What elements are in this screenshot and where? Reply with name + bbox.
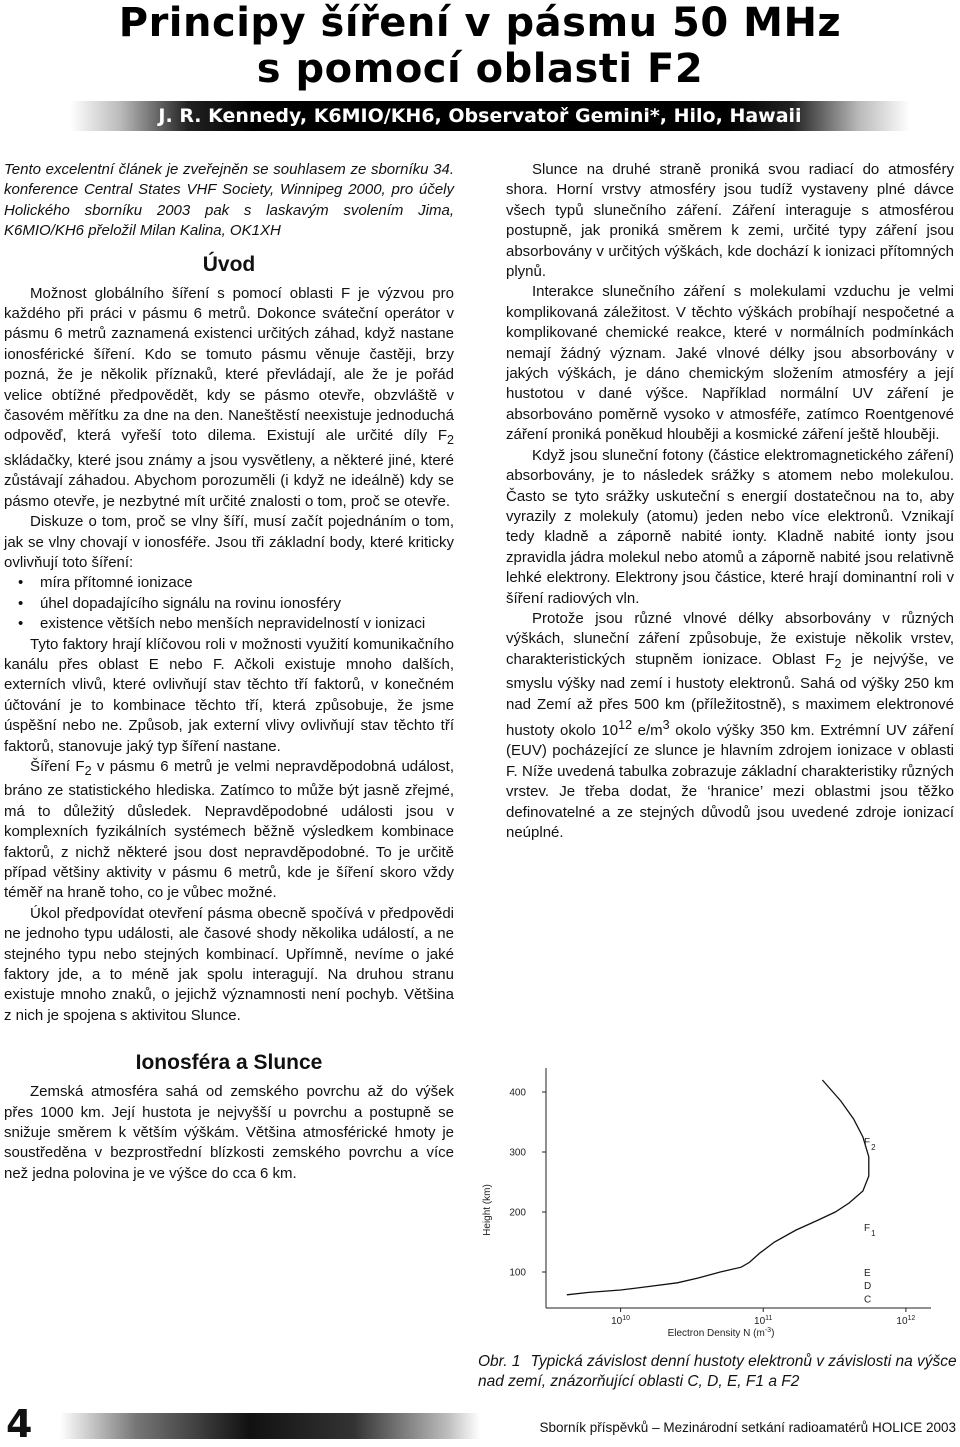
paragraph: Interakce slunečního záření s molekulami vzduchu je velmi komplikovaná záležitost. V těchto výškách probíhají nespočetné a komplikované chemické reakce, které v normálních podmínkách nemají žádný význam. Jaké vlnové délky jsou absorbovány v jakých výškách, je dáno chemickým složením atmosféry a její hustotou v dané výšce. Například normální UV záření je absorbováno poměrně vysoko v atmosféře, zatímco Roentgenové záření proniká poněkud hlouběji a kosmické záření ještě hlouběji. bbox=[506, 283, 954, 444]
x-tick-label: $10^{12}$ bbox=[896, 1315, 916, 1327]
y-tick-label: 400 bbox=[509, 1087, 526, 1099]
paragraph: Možnost globálního šíření s pomocí oblasti F je výzvou pro každého při práci v pásmu 6 metrů. Dokonce sváteční operátor v pásmu 6 metrů zaznamená existenci určitých záhad, když nastane ionosférické šíření. Kdo se tomuto pásmu věnuje častěji, brzy pozná, že je několik příznaků, které převládají, ale že je pořád velice obtížné předpovědět, kdy se pásmo otevře, obzvláště v časovém měřítku za dne na den. Naneštěstí neexistuje jednoduchá odpověď, která vyřeší toto dilema. Existují ale určité díly $F_2$ skládačky, které jsou známy a jsou vysvětleny, a některé jiné, které zůstávají záhadou. Abychom porozuměli (i když ne ideálně) kdy se pásmo otevře, je nezbytné mít určité znalosti o tom, proč se otevře. bbox=[4, 284, 454, 510]
author-line: J. R. Kennedy, K6MIO/KH6, Observatoř Gemini*, Hilo, Hawaii bbox=[158, 105, 802, 127]
left-column bbox=[4, 160, 454, 1184]
y-tick-label: 200 bbox=[509, 1207, 526, 1219]
chart-region-labels bbox=[864, 1137, 876, 1305]
region-label: $F_1$ bbox=[864, 1223, 876, 1238]
y-axis-label: Height (km) bbox=[482, 1184, 493, 1236]
paragraph: Slunce na druhé straně proniká svou radiací do atmosféry shora. Horní vrstvy atmosféry jsou tudíž vystaveny plné dávce všech typů slunečního záření. Záření interaguje s atmosférou postupně, jak proniká směrem k zemi, určité typy záření jsou absorbovány v určitých výškách, kde dochází k ionizaci přítomných plynů. bbox=[506, 161, 954, 281]
y-tick-label: 100 bbox=[509, 1267, 526, 1279]
footer-banner bbox=[60, 1413, 480, 1439]
heading-ionosfera: Ionosféra a Slunce bbox=[135, 1051, 323, 1075]
list-item: • existence větších nebo menších nepravidelností v ionizaci bbox=[40, 614, 454, 634]
region-label: D bbox=[864, 1281, 872, 1293]
right-column bbox=[506, 160, 954, 843]
list-item: • úhel dopadajícího signálu na rovinu ionosféry bbox=[40, 594, 454, 614]
paragraph: Tyto faktory hrají klíčovou roli v možnosti využití komunikačního kanálu přes oblast E nebo F. Ačkoli existuje mnoho dalších, externích vlivů, které ovlivňují stav těchto tří faktorů, v konečném účtování je to kombinace těchto tří, která způsobuje, že jsme úspěšní nebo ne. Způsob, jak externí vlivy ovlivňují stav těchto tří faktorů, stanovuje jaký typ šíření nastane. bbox=[4, 635, 454, 755]
figure-caption bbox=[478, 1352, 958, 1392]
heading-uvod: Úvod bbox=[202, 252, 256, 276]
figure-caption-text: Typická závislost denní hustoty elektronů v závislosti na výšce nad zemí, znázorňující oblasti C, D, E, F1 a F2 bbox=[478, 1353, 957, 1390]
region-label: $F_2$ bbox=[864, 1137, 876, 1153]
paragraph: Protože jsou různé vlnové délky absorbovány v různých výškách, sluneční záření způsobuje, že existuje několik vrstev, charakteristických stupněm ionizace. Oblast $F_2$ je nejvýše, ve smyslu výšky nad zemí i hustoty elektronů. Sahá od výšky 250 km nad Zemí až přes 500 km (příležitostně), s maximem elektronové hustoty okolo $10^{12}$ $e/m^3$ okolo výšky 350 km. Extrémní UV záření (EUV) pocházející ze slunce je hlavním zdrojem ionizace v oblasti F. Níže uvedená tabulka zobrazuje základní charakteristiky různých vrstev. Je třeba dodat, že ‘hranice’ mezi oblastmi jsou těžko definovatelné a ze stejných důvodů jsou uvedené zdroje ionizací neúplné. bbox=[506, 609, 955, 841]
page-number: 4 bbox=[6, 1402, 33, 1446]
x-tick-label: $10^{11}$ bbox=[754, 1315, 773, 1327]
article-title-line2: s pomocí oblasti F2 bbox=[256, 46, 704, 92]
chart-ticks bbox=[509, 1088, 915, 1328]
paragraph: Úkol předpovídat otevření pásma obecně spočívá v předpovědi ne jednoho typu události, ale časové shody několika událostí, a ne stejného typu nebo stejných kombinací. Upřímně, nevíme o jaké faktory jde, a to méně jak spolu interagují. Na druhou stranu existuje mnoho znaků, o jejichž významnosti není pochyb. Většina z nich je spojena s aktivitou Slunce. bbox=[4, 904, 454, 1024]
paragraph: Zemská atmosféra sahá od zemského povrchu až do výšek přes 1000 km. Její hustota je nejvyšší u povrchu a postupně se snižuje směrem k větším výškám. Většina atmosférické hmoty je soustředěna v bezprostřední blízkosti zemského povrchu a více než jedna polovina je ve výšce do cca 6 km. bbox=[4, 1083, 454, 1182]
electron-density-chart bbox=[476, 1060, 946, 1360]
paragraph: Šíření $F_2$ v pásmu 6 metrů je velmi nepravděpodobná událost, bráno ze statistického hlediska. Zatímco to může být jasně zřejmé, má to důležitý důsledek. Nepravděpodobné události jsou v komplexních fyzikálních systémech běžně výsledkem kombinace faktorů, z nichž některé jsou dost nepravděpodobné. To je určitě případ většiny aktivity v pásmu 6 metrů, kde je šíření skoro vždy téměř na hraně toho, co je vůbec možné. bbox=[4, 757, 454, 902]
region-label: E bbox=[864, 1268, 871, 1279]
intro-note: Tento excelentní článek je zveřejněn se souhlasem ze sborníku 34. konference Central States VHF Society, Winnipeg 2000, pro účely Holického sborníku 2003 pak s laskavým svolením Jima, K6MIO/KH6 přeložil Milan Kalina, OK1XH bbox=[4, 161, 454, 240]
paragraph: Diskuze o tom, proč se vlny šíří, musí začít pojednáním o tom, jak se vlny chovají v ionosféře. Jsou tři základní body, které kriticky ovlivňují toto šíření: bbox=[4, 513, 454, 571]
list-item: • míra přítomné ionizace bbox=[40, 573, 454, 593]
footer-text: Sborník příspěvků – Mezinárodní setkání radioamatérů HOLICE 2003 bbox=[539, 1420, 956, 1435]
chart-axes bbox=[546, 1068, 931, 1308]
x-tick-label: $10^{10}$ bbox=[611, 1315, 631, 1327]
y-tick-label: 300 bbox=[509, 1147, 526, 1159]
paragraph: Když jsou sluneční fotony (částice elektromagnetického záření) absorbovány, je to následek srážky s atomem nebo molekulou. Často se tyto srážky uskuteční s energií dostatečnou na to, aby vyrazily z molekuly (atomu) jeden nebo více elektronů. Vznikají tedy kladně a záporně nabité ionty. Kladně nabité ionty jsou zpravidla jádra molekul nebo atomů a záporně nabité jsou relativně lehké elektrony. Elektrony jsou částice, které hrají dominantní roli v šíření radiových vln. bbox=[506, 446, 954, 607]
figure-label: Obr. 1 bbox=[478, 1353, 521, 1370]
x-axis-label: Electron Density N $(m^{-3})$ bbox=[667, 1327, 775, 1339]
region-label: C bbox=[864, 1294, 872, 1306]
article-title-line1: Principy šíření v pásmu 50 MHz bbox=[118, 0, 842, 46]
factor-list bbox=[4, 573, 454, 634]
